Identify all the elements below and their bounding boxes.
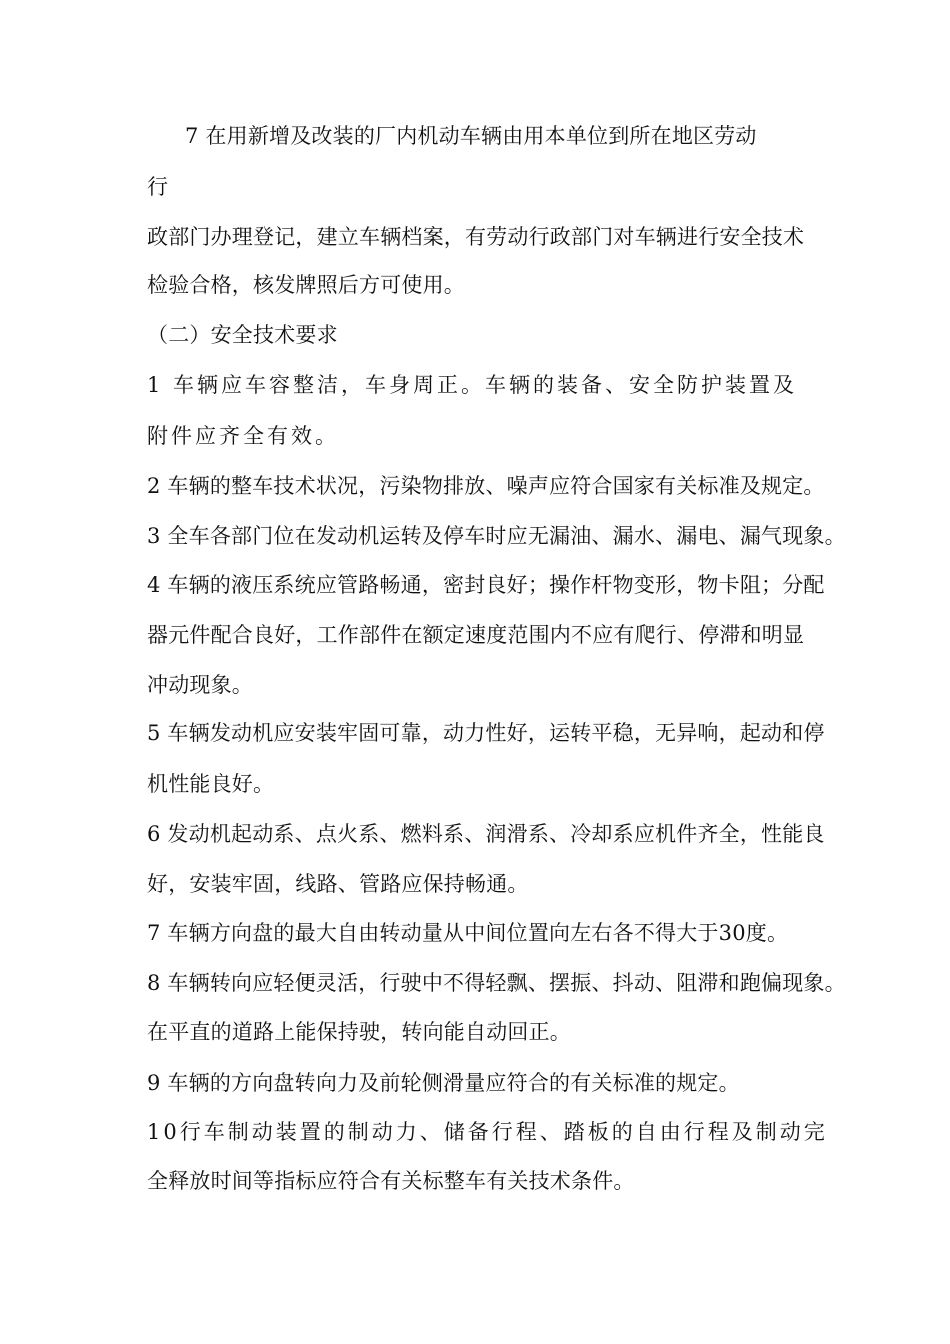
text-line: 3 全车各部门位在发动机运转及停车时应无漏油、漏水、漏电、漏气现象。 <box>147 524 846 548</box>
text-line: 9 车辆的方向盘转向力及前轮侧滑量应符合的有关标准的规定。 <box>147 1071 740 1095</box>
text-line: 全释放时间等指标应符合有关标整车有关技术条件。 <box>147 1169 635 1193</box>
text-line: 行 <box>147 175 169 199</box>
text-line: 1 车辆应车容整洁，车身周正。车辆的装备、安全防护装置及 <box>147 373 798 397</box>
text-line: 4 车辆的液压系统应管路畅通，密封良好；操作杆物变形，物卡阻；分配 <box>147 573 825 597</box>
text-line: 检验合格，核发牌照后方可使用。 <box>147 273 465 297</box>
text-line: 6 发动机起动系、点火系、燃料系、润滑系、冷却系应机件齐全，性能良 <box>147 822 825 846</box>
text-line: 冲动现象。 <box>147 673 253 697</box>
text-line: 在平直的道路上能保持驶，转向能自动回正。 <box>147 1020 571 1044</box>
text-line: 5 车辆发动机应安装牢固可靠，动力性好，运转平稳，无异响，起动和停 <box>147 721 825 745</box>
text-line: 好，安装牢固，线路、管路应保持畅通。 <box>147 872 529 896</box>
text-line: 机性能良好。 <box>147 772 275 796</box>
text-line: 8 车辆转向应轻便灵活，行驶中不得轻飘、摆振、抖动、阻滞和跑偏现象。 <box>147 971 846 995</box>
text-line: 2 车辆的整车技术状况，污染物排放、噪声应符合国家有关标准及规定。 <box>147 474 825 498</box>
text-line: 10行车制动装置的制动力、储备行程、踏板的自由行程及制动完 <box>147 1120 828 1144</box>
text-line: 政部门办理登记，建立车辆档案，有劳动行政部门对车辆进行安全技术 <box>147 225 805 249</box>
section-heading: （二）安全技术要求 <box>147 323 338 347</box>
text-line: 7 在用新增及改装的厂内机动车辆由用本单位到所在地区劳动 <box>185 124 757 148</box>
text-line: 器元件配合良好，工作部件在额定速度范围内不应有爬行、停滞和明显 <box>147 623 805 647</box>
text-line: 7 车辆方向盘的最大自由转动量从中间位置向左右各不得大于30度。 <box>147 921 789 945</box>
text-line: 附件应齐全有效。 <box>147 424 339 448</box>
